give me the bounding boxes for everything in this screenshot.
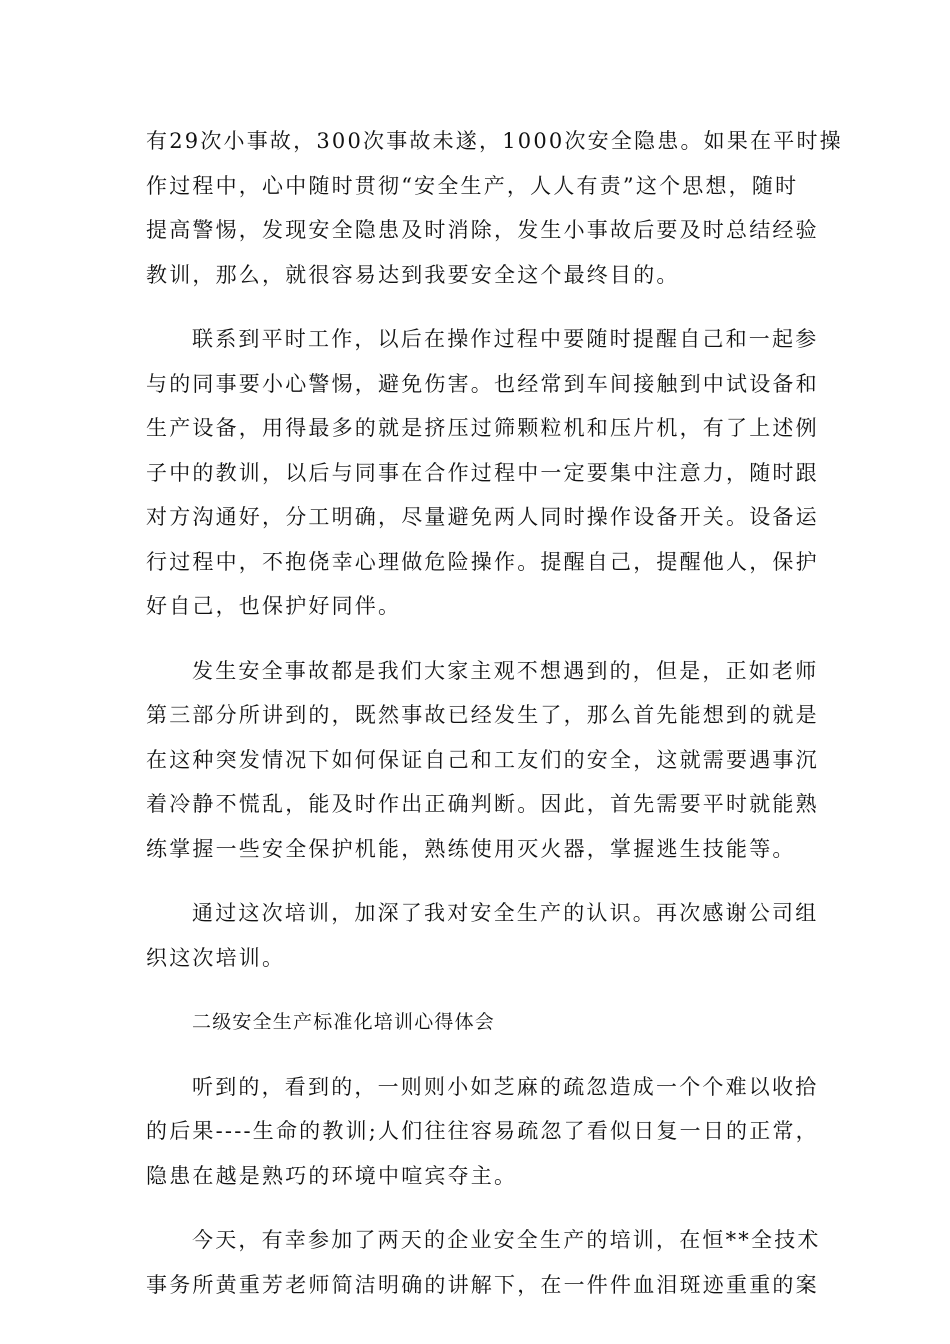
paragraph-emergency-response xyxy=(146,649,819,872)
text-line: 行过程中，不抱侥幸心理做危险操作。提醒自己，提醒他人，保护 xyxy=(146,549,819,574)
text-line: 发生安全事故都是我们大家主观不想遇到的，但是，正如老师 xyxy=(192,658,819,683)
text-line: 子中的教训，以后与同事在合作过程中一定要集中注意力，随时跟 xyxy=(146,460,819,485)
paragraph-negligence xyxy=(146,1065,819,1199)
paragraph-accident-statistics xyxy=(146,119,843,297)
text-line: 在这种突发情况下如何保证自己和工友们的安全，这就需要遇事沉 xyxy=(146,747,819,772)
text-line: 提高警惕，发现安全隐患及时消除，发生小事故后要及时总结经验 xyxy=(146,218,819,242)
text-line: 有29次小事故，300次事故未遂，1000次安全隐患。如果在平时操 xyxy=(146,129,843,153)
paragraph-training-intro xyxy=(146,1218,821,1307)
text-line: 练掌握一些安全保护机能，熟练使用灭火器，掌握逃生技能等。 xyxy=(146,836,796,861)
text-line: 对方沟通好，分工明确，尽量避免两人同时操作设备开关。设备运 xyxy=(146,505,819,529)
text-line: 联系到平时工作，以后在操作过程中要随时提醒自己和一起参 xyxy=(192,327,819,351)
document-body xyxy=(146,119,843,1327)
section-heading xyxy=(146,1000,806,1045)
text-line: 好自己，也保护好同伴。 xyxy=(146,594,402,618)
text-line: 作过程中，心中随时贯彻“安全生产，人人有责”这个思想，随时 xyxy=(146,173,799,198)
text-line: 事务所黄重芳老师简洁明确的讲解下，在一件件血泪斑迹重重的案 xyxy=(146,1272,819,1297)
text-line: 织这次培训。 xyxy=(146,945,286,970)
text-line: 生产设备，用得最多的就是挤压过筛颗粒机和压片机，有了上述例 xyxy=(146,416,819,440)
paragraph-daily-work xyxy=(146,317,819,629)
paragraph-conclusion xyxy=(146,891,819,980)
text-line: 教训，那么，就很容易达到我要安全这个最终目的。 xyxy=(146,262,680,287)
text-line: 着冷静不慌乱，能及时作出正确判断。因此，首先需要平时就能熟 xyxy=(146,792,819,816)
text-line: 与的同事要小心警惕，避免伤害。也经常到车间接触到中试设备和 xyxy=(146,371,819,396)
text-line: 隐患在越是熟巧的环境中喧宾夺主。 xyxy=(146,1163,518,1188)
text-line: 第三部分所讲到的，既然事故已经发生了，那么首先能想到的就是 xyxy=(146,703,819,727)
text-line: 通过这次培训，加深了我对安全生产的认识。再次感谢公司组 xyxy=(192,901,819,925)
text-line: 的后果----生命的教训;人们往往容易疏忽了看似日复一日的正常， xyxy=(146,1119,819,1143)
text-line: 今天，有幸参加了两天的企业安全生产的培训，在恒**全技术 xyxy=(192,1228,821,1252)
section-title: 二级安全生产标准化培训心得体会 xyxy=(192,1011,496,1033)
text-line: 听到的，看到的，一则则小如芝麻的疏忽造成一个个难以收拾 xyxy=(192,1074,819,1099)
